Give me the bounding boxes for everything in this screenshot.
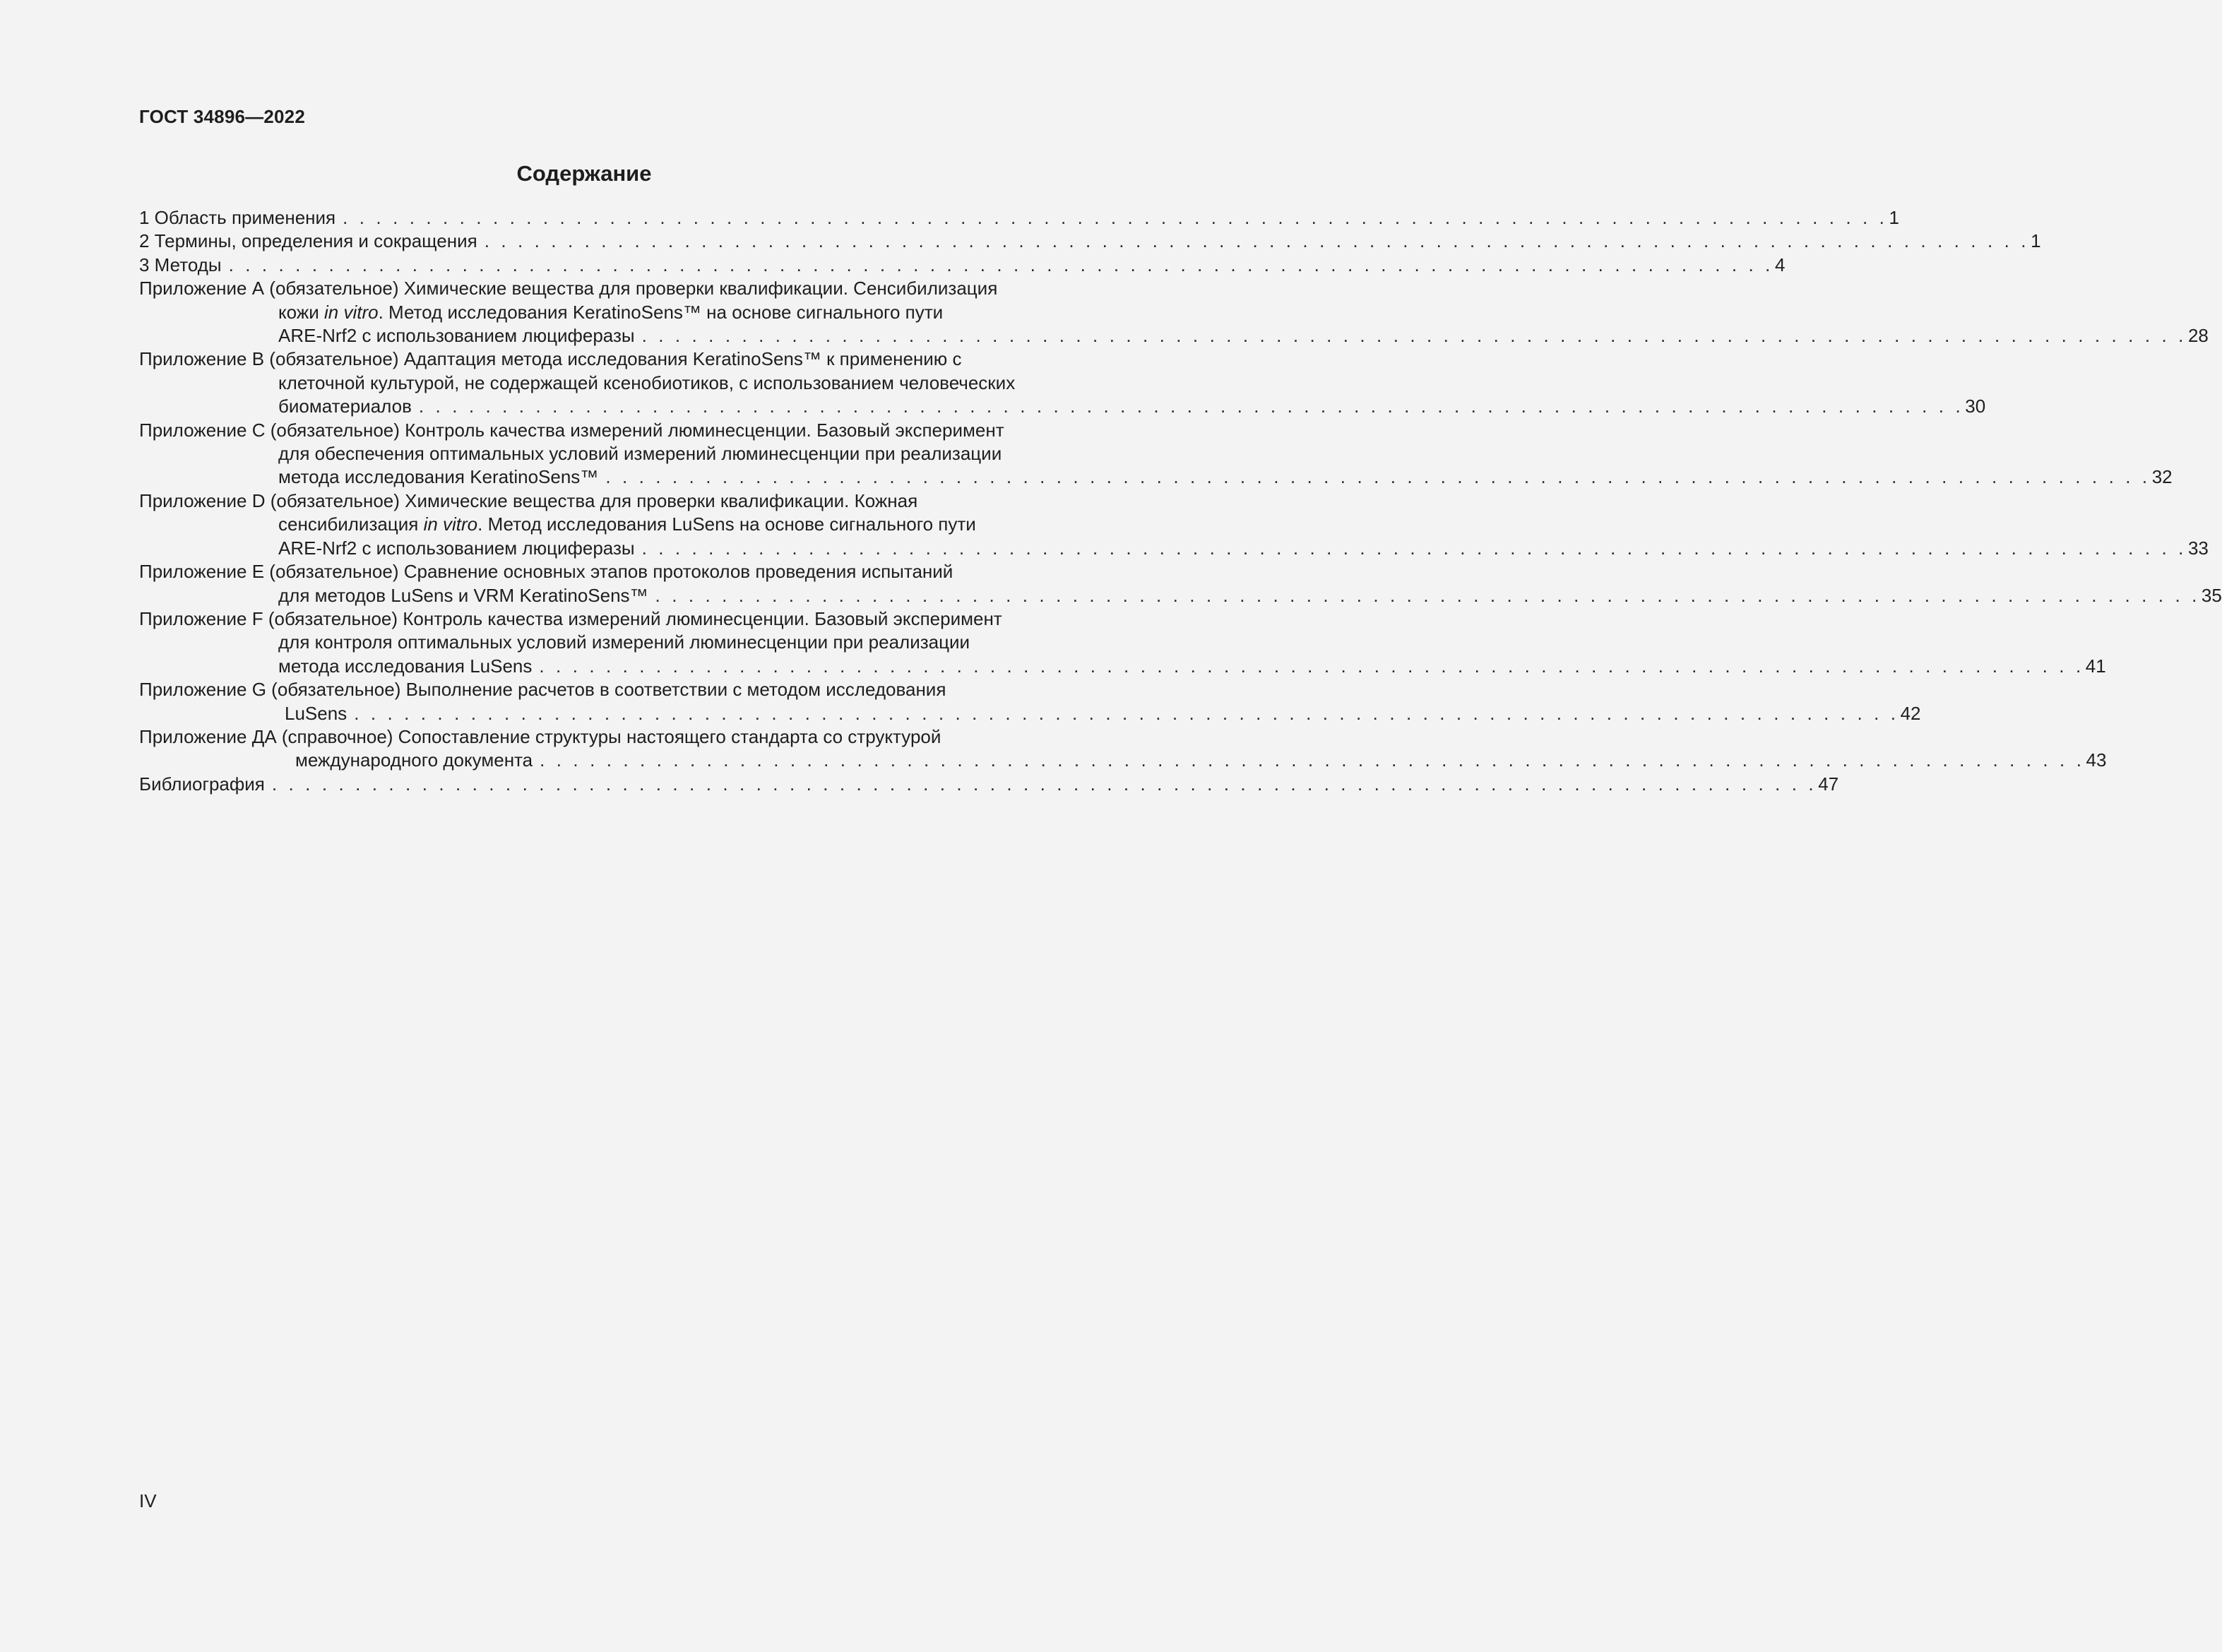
toc-page-number: 32 xyxy=(2151,466,2173,488)
toc-text-run: ARE-Nrf2 с использованием люциферазы xyxy=(278,537,635,559)
toc-entry-text xyxy=(139,278,997,299)
toc-entry-line xyxy=(139,489,1084,513)
toc-entry-text xyxy=(278,465,598,489)
toc-entry-text xyxy=(295,749,533,772)
toc-entry-line xyxy=(139,678,1084,701)
toc-page-number: 1 xyxy=(1889,207,1899,228)
toc-entry-text xyxy=(139,230,477,253)
toc-entry-line xyxy=(139,395,1986,418)
toc-page-number: 33 xyxy=(2187,537,2209,559)
toc-entry-text xyxy=(278,537,635,560)
toc-entry-line xyxy=(139,749,2107,772)
dot-leader: . . . . . . . . . . . . . . . . . . . . . . . . . . . . . . . . . . . . . . . . . . . . . . . . . . . . . . . . . . . . . . . . . . . . . . . . . . . . . . . . . . . . . . . . . . . . . xyxy=(271,773,1817,795)
dot-leader: . . . . . . . . . . . . . . . . . . . . . . . . . . . . . . . . . . . . . . . . . . . . . . . . . . . . . . . . . . . . . . . . . . . . . . . . . . . . . . . . . . . . . . . . . . . . . xyxy=(655,584,2200,606)
toc-text-run: 3 Методы xyxy=(139,254,222,275)
toc-entry-line xyxy=(139,465,2173,489)
toc-entry-text xyxy=(139,420,1004,441)
toc-text-run: метода исследования LuSens xyxy=(278,655,533,677)
toc-entry-text xyxy=(278,302,943,323)
toc-entry-text xyxy=(139,726,941,747)
toc-text-run: 1 Область применения xyxy=(139,207,336,228)
toc-entry-line xyxy=(139,230,2041,253)
toc-entry[interactable] xyxy=(139,254,1786,277)
toc-entry-text xyxy=(139,679,946,700)
toc-entry-text xyxy=(139,608,1002,629)
page-number: IV xyxy=(139,1490,157,1511)
toc-entry-line xyxy=(139,631,1084,654)
toc-text-run: 2 Термины, определения и сокращения xyxy=(139,230,477,252)
toc-text-run: Библиография xyxy=(139,773,265,795)
toc-entry-text xyxy=(278,395,412,418)
toc-entry-text xyxy=(278,443,1002,464)
toc-page-number: 47 xyxy=(1818,773,1839,795)
toc-entry[interactable] xyxy=(139,607,2106,678)
toc-entry-text xyxy=(139,490,917,511)
table-of-contents xyxy=(139,206,2222,796)
toc-text-run: для обеспечения оптимальных условий измерений люминесценции при реализации xyxy=(278,443,1002,465)
toc-text-run: Приложение G (обязательное) Выполнение расчетов в соответствии с методом исследования xyxy=(139,679,946,701)
toc-text-run: Приложение А (обязательное) Химические вещества для проверки квалификации. Сенсибилизация xyxy=(139,278,998,299)
toc-entry-text xyxy=(139,561,953,582)
toc-entry[interactable] xyxy=(139,773,1839,796)
toc-text-run: in vitro xyxy=(423,513,478,535)
toc-entry-line xyxy=(139,607,1084,631)
toc-page-number: 30 xyxy=(1965,396,1986,417)
toc-entry-line xyxy=(139,702,1921,725)
toc-entry-line xyxy=(139,513,1084,536)
dot-leader: . . . . . . . . . . . . . . . . . . . . . . . . . . . . . . . . . . . . . . . . . . . . . . . . . . . . . . . . . . . . . . . . . . . . . . . . . . . . . . . . . . . . . . . . . . . . . xyxy=(605,466,2151,488)
toc-entry[interactable] xyxy=(139,206,1899,230)
dot-leader: . . . . . . . . . . . . . . . . . . . . . . . . . . . . . . . . . . . . . . . . . . . . . . . . . . . . . . . . . . . . . . . . . . . . . . . . . . . . . . . . . . . . . . . . . . . . . xyxy=(418,396,1964,417)
toc-text-run: для методов LuSens и VRM KeratinoSens™ xyxy=(278,584,648,606)
toc-text-run: метода исследования KeratinoSens™ xyxy=(278,466,599,488)
toc-entry-text xyxy=(139,254,222,277)
toc-entry-line xyxy=(139,372,1084,395)
toc-text-run: сенсибилизация xyxy=(278,513,424,535)
toc-page-number: 4 xyxy=(1774,254,1786,275)
toc-entry[interactable] xyxy=(139,347,1986,418)
dot-leader: . . . . . . . . . . . . . . . . . . . . . . . . . . . . . . . . . . . . . . . . . . . . . . . . . . . . . . . . . . . . . . . . . . . . . . . . . . . . . . . . . . . . . . . . . . . . . xyxy=(354,702,1899,724)
toc-entry-text xyxy=(139,348,962,369)
toc-entry-line xyxy=(139,655,2106,678)
toc-entry-line xyxy=(139,277,1084,300)
toc-title: Содержание xyxy=(516,161,652,186)
toc-entry[interactable] xyxy=(139,230,2041,253)
toc-text-run: клеточной культурой, не содержащей ксенобиотиков, с использованием человеческих xyxy=(278,372,1016,393)
toc-text-run: Приложение С (обязательное) Контроль качества измерений люминесценции. Базовый эксперимент xyxy=(139,419,1004,441)
toc-entry-text xyxy=(278,513,976,535)
dot-leader: . . . . . . . . . . . . . . . . . . . . . . . . . . . . . . . . . . . . . . . . . . . . . . . . . . . . . . . . . . . . . . . . . . . . . . . . . . . . . . . . . . . . . . . . . . . . . xyxy=(641,537,2187,559)
toc-entry-text xyxy=(278,584,648,607)
toc-entry-line xyxy=(139,347,1084,371)
toc-entry-line xyxy=(139,324,2209,347)
toc-page-number: 1 xyxy=(2031,230,2041,252)
toc-entry-line xyxy=(139,442,1084,465)
toc-page-number: 41 xyxy=(2085,655,2106,677)
toc-entry-text xyxy=(278,372,1015,393)
toc-entry[interactable] xyxy=(139,560,2222,607)
dot-leader: . . . . . . . . . . . . . . . . . . . . . . . . . . . . . . . . . . . . . . . . . . . . . . . . . . . . . . . . . . . . . . . . . . . . . . . . . . . . . . . . . . . . . . . . . . . . . xyxy=(540,749,2085,771)
toc-entry[interactable] xyxy=(139,277,2209,347)
dot-leader: . . . . . . . . . . . . . . . . . . . . . . . . . . . . . . . . . . . . . . . . . . . . . . . . . . . . . . . . . . . . . . . . . . . . . . . . . . . . . . . . . . . . . . . . . . . . . xyxy=(539,655,2084,677)
dot-leader: . . . . . . . . . . . . . . . . . . . . . . . . . . . . . . . . . . . . . . . . . . . . . . . . . . . . . . . . . . . . . . . . . . . . . . . . . . . . . . . . . . . . . . . . . . . . . xyxy=(641,325,2187,347)
toc-text-run: биоматериалов xyxy=(278,396,412,417)
toc-text-run: Приложение ДА (справочное) Сопоставление структуры настоящего стандарта со структурой xyxy=(139,725,941,747)
toc-text-run: международного документа xyxy=(295,749,533,771)
toc-entry-text xyxy=(139,206,335,230)
toc-text-run: Приложение Е (обязательное) Сравнение основных этапов протоколов проведения испытаний xyxy=(139,561,953,583)
toc-entry-line xyxy=(139,537,2209,560)
toc-text-run: . Метод исследования KeratinoSens™ на основе сигнального пути xyxy=(378,301,944,323)
toc-text-run: для контроля оптимальных условий измерений люминесценции при реализации xyxy=(278,631,970,653)
document-header: ГОСТ 34896—2022 xyxy=(139,106,305,127)
toc-entry[interactable] xyxy=(139,678,1921,725)
toc-entry-text xyxy=(278,631,970,653)
toc-entry[interactable] xyxy=(139,419,2173,489)
toc-entry-text xyxy=(278,324,635,347)
toc-entry[interactable] xyxy=(139,725,2107,773)
toc-entry-line xyxy=(139,419,1084,442)
toc-entry-line xyxy=(139,301,1084,324)
toc-entry-line xyxy=(139,560,1084,583)
toc-text-run: Приложение F (обязательное) Контроль качества измерений люминесценции. Базовый эксперимент xyxy=(139,607,1002,629)
toc-text-run: LuSens xyxy=(285,702,347,724)
toc-entry-text xyxy=(278,655,532,678)
toc-text-run: . Метод исследования LuSens на основе сигнального пути xyxy=(477,513,976,535)
dot-leader: . . . . . . . . . . . . . . . . . . . . . . . . . . . . . . . . . . . . . . . . . . . . . . . . . . . . . . . . . . . . . . . . . . . . . . . . . . . . . . . . . . . . . . . . . . . . . xyxy=(484,230,2030,252)
toc-text-run: Приложение D (обязательное) Химические вещества для проверки квалификации. Кожная xyxy=(139,489,918,511)
toc-entry-text xyxy=(139,773,265,796)
toc-entry-line xyxy=(139,254,1786,277)
toc-entry-line xyxy=(139,206,1899,230)
toc-page-number: 28 xyxy=(2187,325,2209,347)
toc-text-run: in vitro xyxy=(323,301,379,323)
toc-entry-line xyxy=(139,725,1084,749)
toc-entry-line xyxy=(139,773,1839,796)
toc-text-run: Приложение В (обязательное) Адаптация метода исследования KeratinoSens™ к применению с xyxy=(139,348,962,370)
toc-text-run: ARE-Nrf2 с использованием люциферазы xyxy=(278,325,635,347)
toc-text-run: кожи xyxy=(278,301,324,323)
toc-entry-line xyxy=(139,584,2222,607)
dot-leader: . . . . . . . . . . . . . . . . . . . . . . . . . . . . . . . . . . . . . . . . . . . . . . . . . . . . . . . . . . . . . . . . . . . . . . . . . . . . . . . . . . . . . . . . . . . . . xyxy=(343,207,1888,228)
toc-page-number: 35 xyxy=(2201,584,2222,606)
toc-page-number: 43 xyxy=(2086,749,2107,771)
toc-entry[interactable] xyxy=(139,489,2209,560)
dot-leader: . . . . . . . . . . . . . . . . . . . . . . . . . . . . . . . . . . . . . . . . . . . . . . . . . . . . . . . . . . . . . . . . . . . . . . . . . . . . . . . . . . . . . . . . . . . . . xyxy=(228,254,1774,275)
toc-page-number: 42 xyxy=(1900,702,1921,724)
toc-entry-text xyxy=(285,702,347,725)
